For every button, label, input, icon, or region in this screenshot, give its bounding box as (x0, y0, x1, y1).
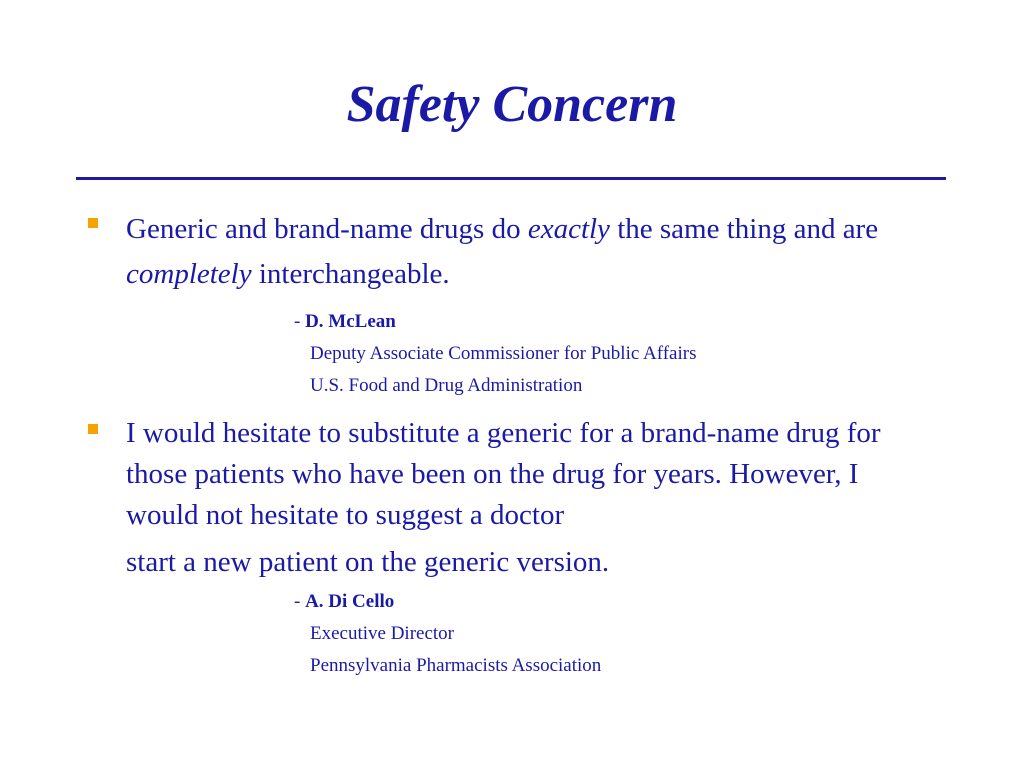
attribution-role: Executive Director (310, 623, 455, 644)
attribution-author: A. Di Cello (305, 591, 395, 612)
quote-1-text-part: interchangeable. (251, 258, 450, 290)
quote-1-emphasis-exactly: exactly (527, 213, 610, 245)
quote-2-attribution (294, 586, 601, 682)
attribution-dash: - (294, 591, 306, 612)
bullet-square-icon (88, 424, 98, 434)
attribution-author: D. McLean (305, 311, 396, 332)
quote-1-emphasis-completely: completely (126, 258, 252, 290)
quote-1-attribution (294, 306, 696, 402)
attribution-organization: Pennsylvania Pharmacists Association (310, 655, 602, 676)
quote-1-text (126, 207, 926, 297)
bullet-square-icon (88, 218, 98, 228)
attribution-dash: - (294, 311, 306, 332)
attribution-name-line (294, 306, 696, 338)
slide-title: Safety Concern (346, 76, 678, 133)
quote-2-text-main: I would hesitate to substitute a generic for a brand-name drug for those patients who have been on the drug for years. However, I would not hesitate to suggest a doctor (126, 417, 881, 531)
quote-1-text-part: Generic and brand-name drugs do (126, 213, 528, 245)
quote-2-text (126, 413, 916, 589)
attribution-role: Deputy Associate Commissioner for Public Affairs (310, 343, 697, 364)
attribution-organization: U.S. Food and Drug Administration (310, 375, 583, 396)
quote-1-text-part: the same thing and are (609, 213, 879, 245)
title-divider (76, 177, 946, 180)
attribution-name-line (294, 586, 601, 618)
quote-2-text-last-line: start a new patient on the generic version. (126, 546, 610, 578)
